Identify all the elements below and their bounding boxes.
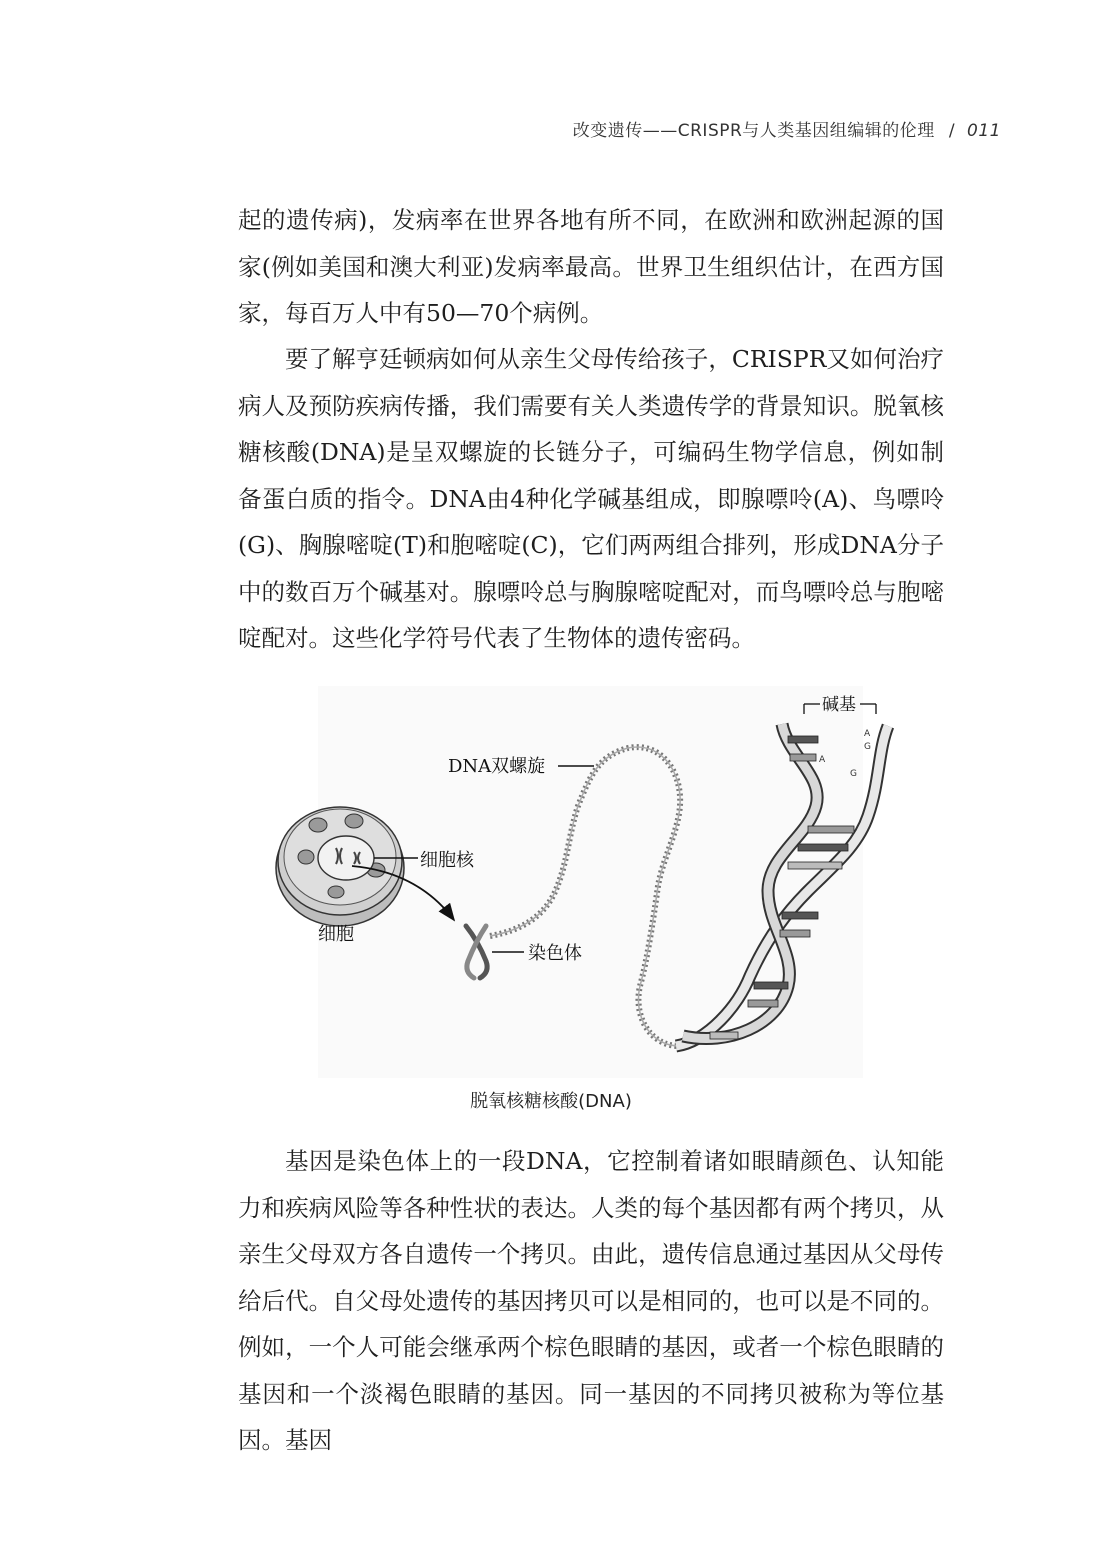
book-title: 改变遗传——CRISPR与人类基因组编辑的伦理 — [572, 121, 935, 141]
header-separator: / — [948, 121, 956, 141]
base-letter: A — [819, 755, 826, 765]
base-letter: G — [864, 742, 871, 752]
page-number: 011 — [967, 121, 1001, 141]
base-letter: A — [864, 729, 871, 739]
paragraph-3: 基因是染色体上的一段DNA，它控制着诸如眼睛颜色、认知能力和疾病风险等各种性状的表达。人类的每个基因都有两个拷贝，从亲生父母双方各自遗传一个拷贝。由此，遗传信息通过基因从父母传给后代。自父母处遗传的基因拷贝可以是相同的，也可以是不同的。例如，一个人可能会继承两个棕色眼睛的基因，或者一个棕色眼睛的基因和一个淡褐色眼睛的基因。同一基因的不同拷贝被称为等位基因。基因 — [238, 1147, 944, 1454]
label-bases: 碱基 — [822, 695, 856, 715]
chromosome-illustration — [466, 926, 487, 978]
dna-figure — [268, 686, 908, 1078]
paragraph-1: 起的遗传病)，发病率在世界各地有所不同，在欧洲和欧洲起源的国家(例如美国和澳大利亚)发病率最高。世界卫生组织估计，在西方国家，每百万人中有50—70个病例。 — [238, 206, 944, 327]
label-dna-helix: DNA双螺旋 — [448, 756, 546, 777]
base-letter: G — [850, 769, 857, 779]
paragraph-2: 要了解亨廷顿病如何从亲生父母传给孩子，CRISPR又如何治疗病人及预防疾病传播，我们需要有关人类遗传学的背景知识。脱氧核糖核酸(DNA)是呈双螺旋的长链分子，可编码生物学信息，例如制备蛋白质的指令。DNA由4种化学碱基组成，即腺嘌呤(A)、鸟嘌呤(G)、胸腺嘧啶(T)和胞嘧啶(C)，它们两两组合排列，形成DNA分子中的数百万个碱基对。腺嘌呤总与胸腺嘧啶配对，而鸟嘌呤总与胞嘧啶配对。这些化学符号代表了生物体的遗传密码。 — [238, 345, 944, 652]
figure-caption: 脱氧核糖核酸(DNA) — [470, 1091, 632, 1112]
dna-illustration — [268, 686, 908, 1078]
label-nucleus: 细胞核 — [420, 850, 474, 871]
label-cell: 细胞 — [318, 924, 354, 945]
running-header — [573, 116, 1001, 141]
dna-thin-strand — [490, 747, 683, 1046]
cell-illustration — [276, 807, 404, 926]
label-chromosome: 染色体 — [528, 943, 582, 964]
